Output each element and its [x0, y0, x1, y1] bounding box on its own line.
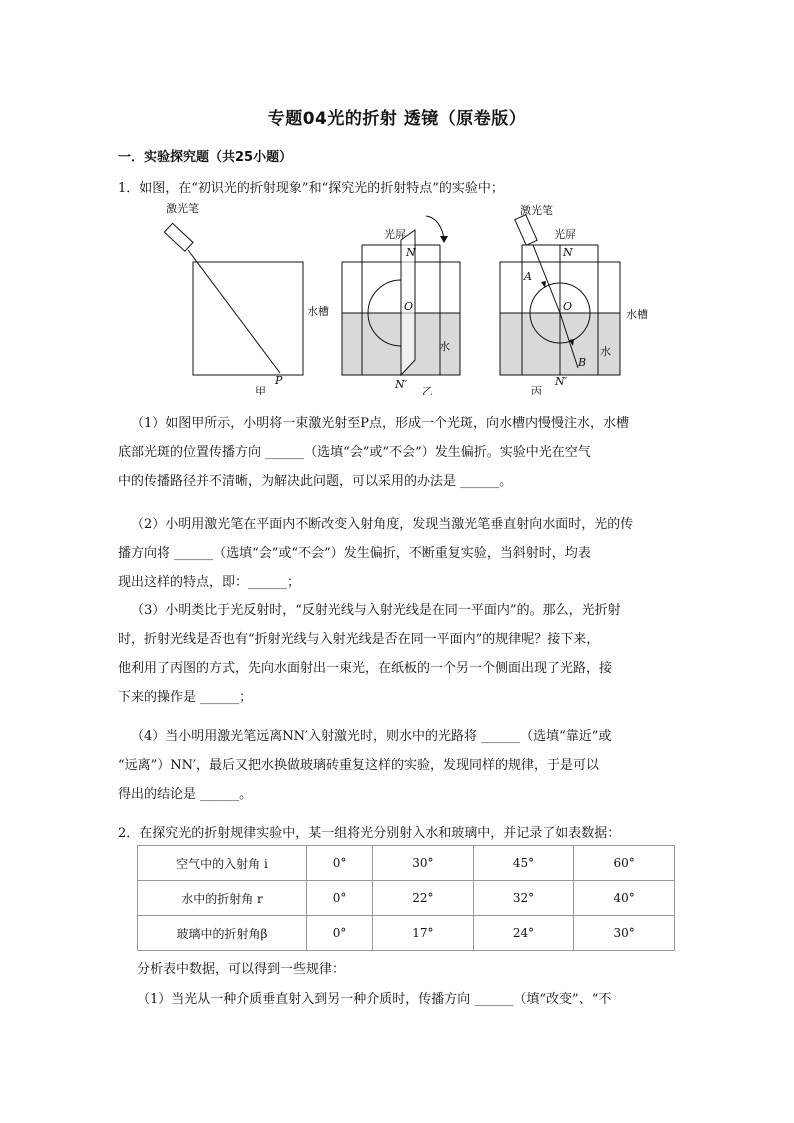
n-prime-label: N′: [395, 378, 408, 391]
table-cell: 30°: [373, 846, 474, 881]
question-1-part-1: [118, 409, 678, 496]
section-heading: 一．实验探究题（共25小题）: [118, 150, 293, 165]
figure-jia: [164, 201, 303, 395]
text-line: 底部光斑的位置传播方向 ______（选填“会”或“不会”）发生偏折。实验中光在空气: [118, 445, 591, 460]
water-label: 水: [439, 340, 450, 353]
text-line: （4）当小明用激光笔远离NN′入射激光时，则水中的光路将 ______（选填“靠近”或: [131, 729, 612, 744]
table-cell: 24°: [473, 916, 574, 951]
table-row: [138, 846, 675, 881]
question-2-intro: 2．在探究光的折射规律实验中，某一组将光分别射入水和玻璃中，并记录了如表数据：: [118, 826, 621, 841]
text-line: （1）如图甲所示，小明将一束激光射至P点，形成一个光斑，向水槽内慢慢注水，水槽: [131, 416, 630, 431]
table-cell: 0°: [307, 881, 373, 916]
o-label: O: [404, 300, 414, 313]
text-line: 中的传播路径并不清晰，为解决此问题，可以采用的办法是 ______。: [118, 474, 513, 489]
table-cell: 22°: [373, 881, 474, 916]
table-cell: 水中的折射角 r: [138, 881, 307, 916]
text-line: 现出这样的特点，即：______；: [118, 575, 301, 590]
screen-label: 光屏: [384, 228, 406, 241]
refraction-figure: [150, 200, 670, 395]
question-2-part-1: （1）当光从一种介质垂直射入到另一种介质时，传播方向 ______（填“改变”、“不: [137, 992, 612, 1007]
table-cell: 0°: [307, 846, 373, 881]
laser-pen-icon: [515, 215, 537, 245]
text-line: “远离”）NN′，最后又把水换做玻璃砖重复这样的实验，发现同样的规律，于是可以: [118, 758, 599, 773]
n-label: N: [406, 246, 416, 259]
page-title: 专题04光的折射 透镜（原卷版）: [267, 109, 527, 129]
question-1-part-3: [118, 596, 678, 712]
o-label: O: [563, 300, 573, 313]
tank-label: 水槽: [307, 305, 329, 318]
table-cell: 60°: [574, 846, 675, 881]
a-label: A: [524, 270, 532, 283]
text-line: （3）小明类比于光反射时，“反射光线与入射光线是在同一平面内”的。那么，光折射: [131, 603, 621, 618]
laser-label: 激光笔: [166, 202, 199, 215]
table-cell: 17°: [373, 916, 474, 951]
caption-yi: 乙: [422, 385, 433, 395]
table-cell: 空气中的入射角 i: [138, 846, 307, 881]
text-line: 播方向将 ______（选填“会”或“不会”）发生偏折，不断重复实验，当斜射时，均表: [118, 546, 591, 561]
text-line: （2）小明用激光笔在平面内不断改变入射角度，发现当激光笔垂直射向水面时，光的传: [131, 517, 634, 532]
text-line: 下来的操作是 ______；: [118, 690, 253, 705]
table-cell: 45°: [473, 846, 574, 881]
tank-label: 水槽: [626, 308, 648, 321]
table-cell: 玻璃中的折射角β: [138, 916, 307, 951]
question-1-part-2: [118, 510, 678, 597]
question-1-intro: 1．如图，在“初识光的折射现象”和“探究光的折射特点”的实验中；: [118, 181, 504, 196]
laser-pen-icon: [164, 223, 193, 251]
table-cell: 0°: [307, 916, 373, 951]
question-2-analysis: 分析表中数据，可以得到一些规律：: [137, 962, 346, 977]
text-line: 时，折射光线是否也有“折射光线与入射光线是否在同一平面内”的规律呢？接下来，: [118, 632, 600, 647]
table-cell: 30°: [574, 916, 675, 951]
laser-label: 激光笔: [520, 204, 553, 217]
question-1-part-4: [118, 722, 678, 809]
caption-bing: 丙: [531, 385, 542, 395]
laser-beam: [188, 250, 280, 373]
table-row: [138, 916, 675, 951]
figure-bing: [500, 203, 648, 395]
rotate-arrow-icon: [426, 216, 444, 238]
n-label: N: [563, 246, 573, 259]
water-label: 水: [600, 345, 611, 358]
n-prime-label: N′: [555, 375, 568, 388]
figure-yi: [307, 216, 460, 395]
caption-jia: 甲: [255, 385, 266, 395]
table-row: [138, 881, 675, 916]
b-label: B: [578, 356, 587, 369]
text-line: 他利用了丙图的方式，先向水面射出一束光，在纸板的一个另一个侧面出现了光路，接: [118, 661, 613, 676]
table-cell: 32°: [473, 881, 574, 916]
refraction-data-table: [137, 845, 675, 951]
text-line: 得出的结论是 ______。: [118, 787, 253, 802]
screen-label: 光屏: [554, 228, 576, 241]
table-cell: 40°: [574, 881, 675, 916]
incident-ray: [533, 245, 560, 313]
point-p-label: P: [275, 374, 283, 387]
